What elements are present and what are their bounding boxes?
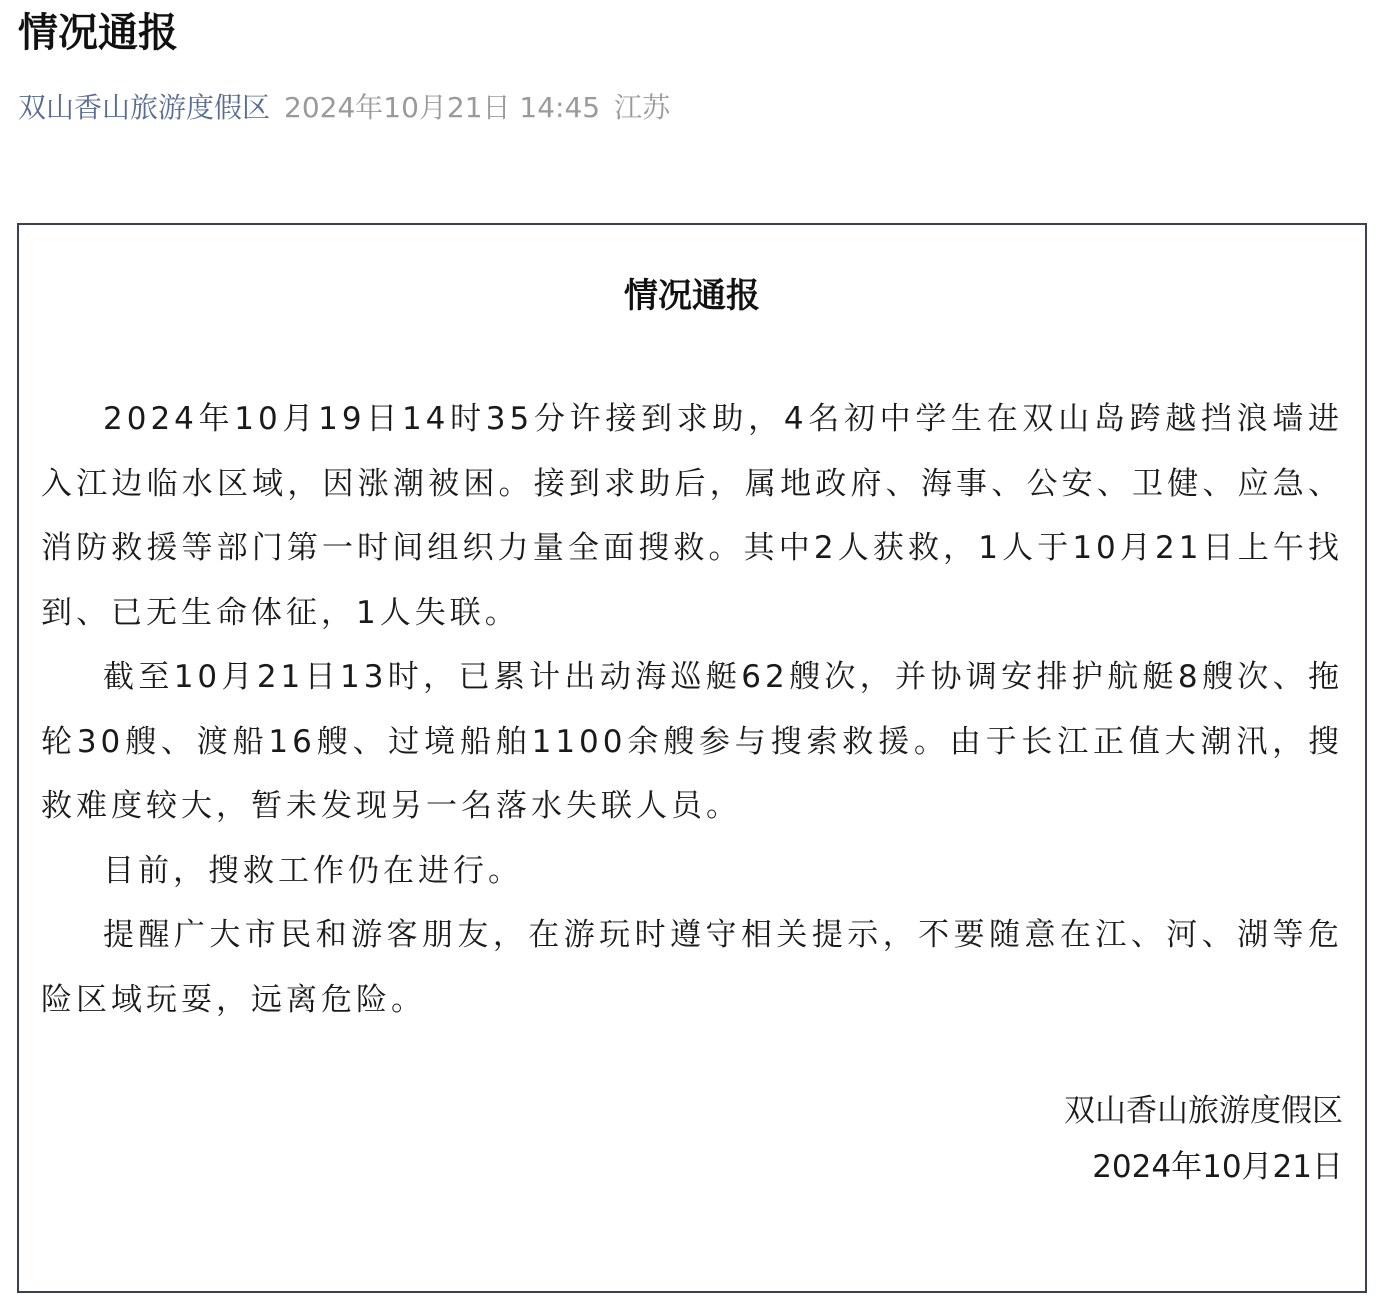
notice-paragraph: 目前，搜救工作仍在进行。 <box>103 852 523 889</box>
notice-paragraph: 提醒广大市民和游客朋友，在游玩时遵守相关提示，不要随意在江、河、湖等危险区域玩耍，远离危险。 <box>41 917 1343 1018</box>
notice-paragraph: 截至10月21日13时，已累计出动海巡艇62艘次，并协调安排护航艇8艘次、拖轮30艘、渡船16艘、过境船舶1100余艘参与搜索救援。由于长江正值大潮汛，搜救难度较大，暂未发现另一名落水失联人员。 <box>41 659 1343 824</box>
notice-signature <box>1064 1083 1343 1195</box>
publish-time: 2024年10月21日 14:45 <box>284 91 601 124</box>
signature-date: 2024年10月21日 <box>1092 1149 1343 1185</box>
article-meta <box>18 90 1372 126</box>
article-title: 情况通报 <box>18 10 178 56</box>
notice-body <box>41 387 1343 1032</box>
article-header <box>18 6 1372 126</box>
notice-heading: 情况通报 <box>624 276 760 316</box>
signature-organization: 双山香山旅游度假区 <box>1064 1093 1343 1129</box>
notice-image <box>17 223 1367 1293</box>
account-name-link[interactable]: 双山香山旅游度假区 <box>18 91 271 124</box>
publish-location: 江苏 <box>614 91 671 124</box>
notice-paragraph: 2024年10月19日14时35分许接到求助，4名初中学生在双山岛跨越挡浪墙进入江边临水区域，因涨潮被困。接到求助后，属地政府、海事、公安、卫健、应急、消防救援等部门第一时间组织力量全面搜救。其中2人获救，1人于10月21日上午找到、已无生命体征，1人失联。 <box>41 401 1343 631</box>
